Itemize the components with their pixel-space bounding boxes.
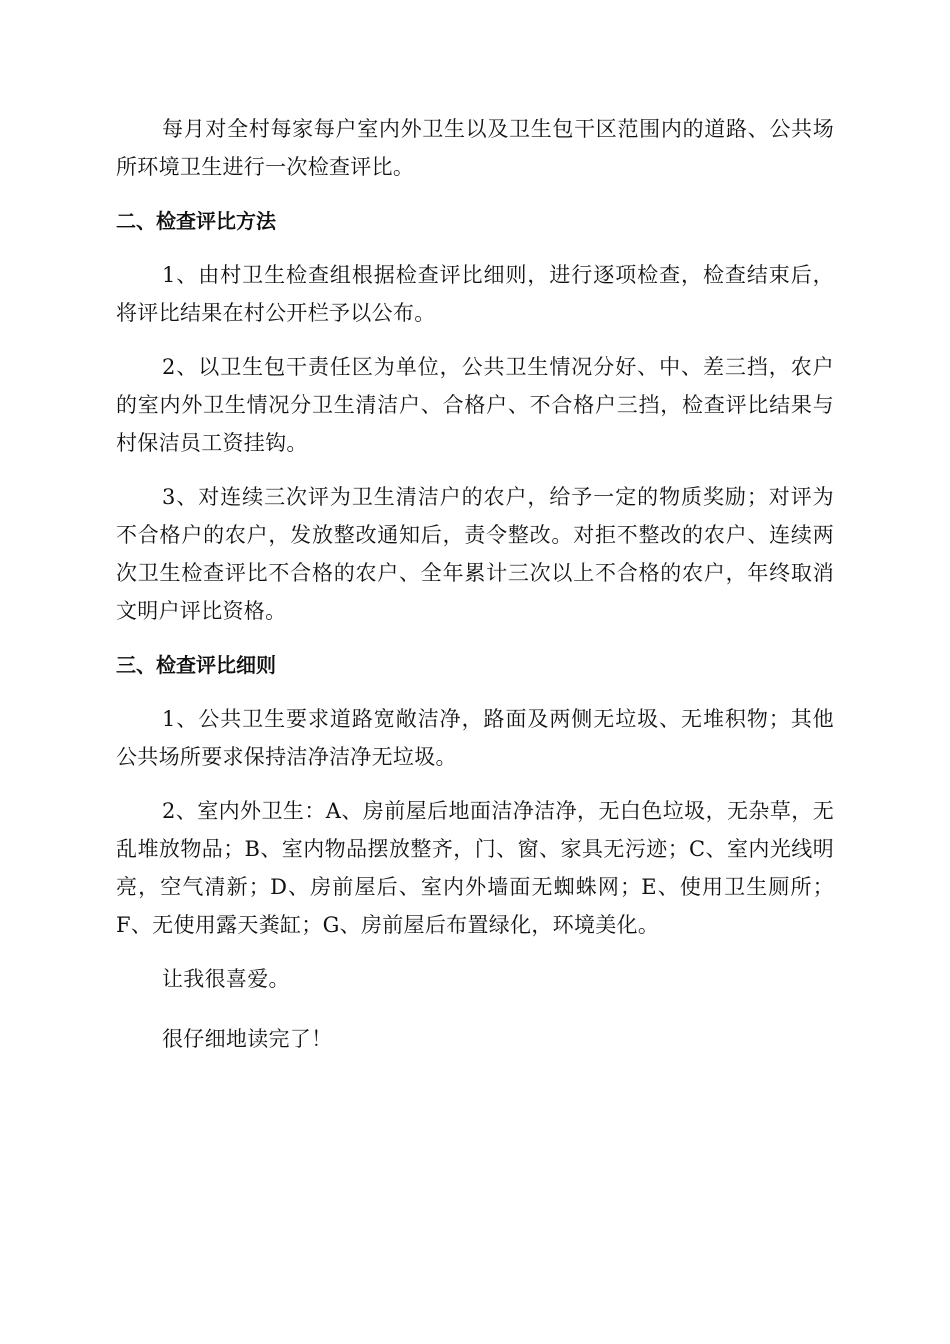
closing-paragraph-1: 让我很喜爱。 — [162, 967, 290, 991]
method-paragraph-2: 2、以卫生包干责任区为单位，公共卫生情况分好、中、差三挡，农户的室内外卫生情况分卫生清洁户、合格户、不合格户三挡，检查评比结果与村保洁员工资挂钩。 — [116, 355, 834, 455]
rule-paragraph-2: 2、室内外卫生：A、房前屋后地面洁净洁净，无白色垃圾，无杂草，无乱堆放物品；B、室内物品摆放整齐，门、窗、家具无污迹；C、室内光线明亮，空气清新；D、房前屋后、室内外墙面无蜘蛛网；E、使用卫生厕所；F、无使用露天粪缸；G、房前屋后布置绿化，环境美化。 — [116, 799, 834, 937]
section-heading-method: 二、检查评比方法 — [116, 209, 276, 233]
rule-paragraph-1: 1、公共卫生要求道路宽敞洁净，路面及两侧无垃圾、无堆积物；其他公共场所要求保持洁净洁净无垃圾。 — [116, 707, 834, 769]
intro-paragraph: 每月对全村每家每户室内外卫生以及卫生包干区范围内的道路、公共场所环境卫生进行一次检查评比。 — [116, 117, 834, 179]
section-heading-rules: 三、检查评比细则 — [116, 653, 276, 677]
document-page — [116, 110, 834, 1080]
closing-paragraph-2: 很仔细地读完了！ — [162, 1027, 333, 1051]
method-paragraph-1: 1、由村卫生检查组根据检查评比细则，进行逐项检查，检查结束后，将评比结果在村公开栏予以公布。 — [116, 263, 834, 325]
method-paragraph-3: 3、对连续三次评为卫生清洁户的农户，给予一定的物质奖励；对评为不合格户的农户，发放整改通知后，责令整改。对拒不整改的农户、连续两次卫生检查评比不合格的农户、全年累计三次以上不合格的农户，年终取消文明户评比资格。 — [116, 485, 834, 623]
